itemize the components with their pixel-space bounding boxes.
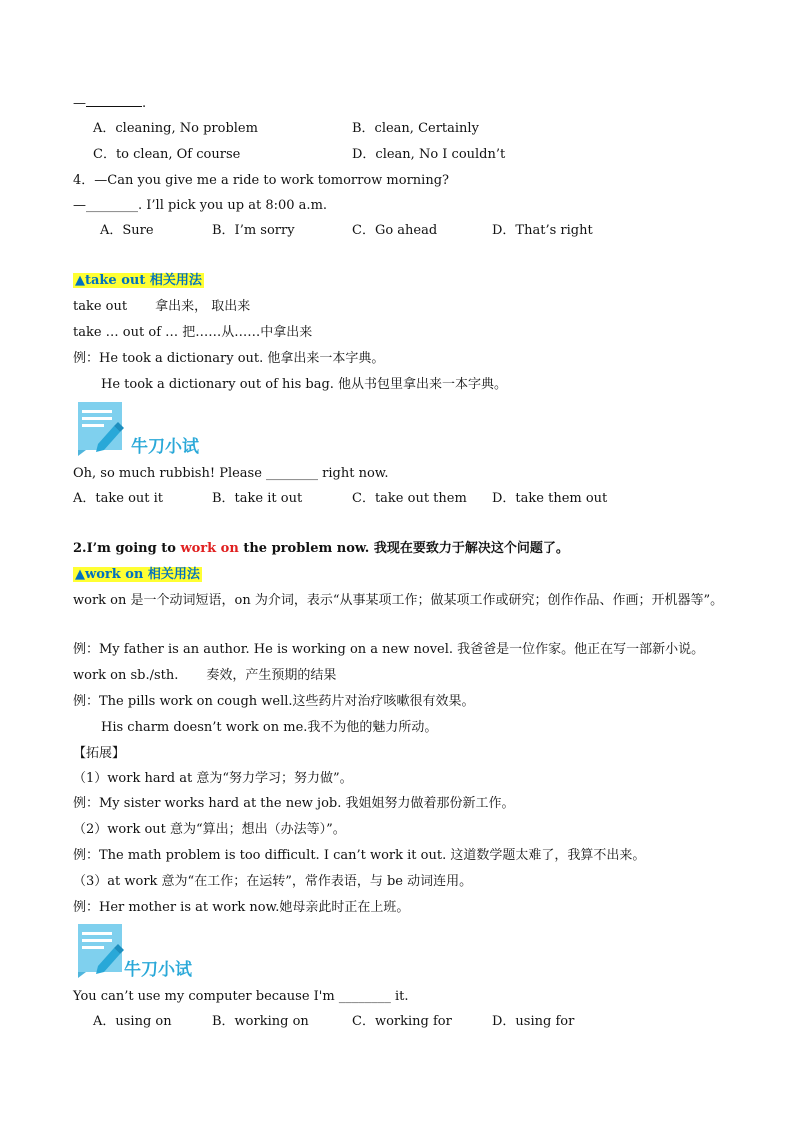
q3-option-d[interactable]: D．clean, No I couldn’t [352, 147, 506, 162]
practice2-option-a[interactable]: A．using on [93, 1014, 172, 1029]
expand-item3: （3）at work 意为“在工作；在运转”，常作表语，与 be 动词连用。 [73, 874, 473, 889]
q3-answer-line [73, 94, 146, 112]
workon-description: work on 是一个动词短语，on 为介词，表示“从事某项工作；做某项工作或研究；创作作品、作画；开机器等”。 [73, 593, 724, 608]
practice2-badge [76, 922, 128, 982]
expand-item1-example: 例：My sister works hard at the new job. 我姐姐努力做着那份新工作。 [73, 796, 515, 811]
q3-answer-prefix: — [73, 96, 86, 111]
q4-option-a[interactable]: A．Sure [100, 223, 154, 238]
sentence2-post: the problem now. 我现在要致力于解决这个问题了。 [238, 541, 569, 556]
takeout-heading-line [73, 272, 204, 290]
takeout-line1-en: take out [73, 299, 128, 314]
q3-answer-suffix: . [142, 96, 147, 111]
practice2-question: You can’t use my computer because I'm ________ it. [73, 989, 409, 1004]
practice1-option-d[interactable]: D．take them out [492, 491, 608, 506]
q4-answer-line: —________. I’ll pick you up at 8:00 a.m. [73, 198, 328, 213]
q3-blank [86, 94, 142, 107]
takeout-example2: He took a dictionary out of his bag. 他从书包里拿出来一本字典。 [101, 377, 508, 392]
takeout-heading: ▲take out 相关用法 [75, 273, 202, 288]
workon-heading: ▲work on 相关用法 [75, 567, 200, 582]
practice1-badge [76, 400, 128, 460]
practice1-question: Oh, so much rubbish! Please ________ right now. [73, 466, 389, 481]
practice1-option-a[interactable]: A．take out it [73, 491, 164, 506]
q3-option-a[interactable]: A．cleaning, No problem [93, 121, 258, 136]
sentence2-highlight: work on [180, 541, 239, 556]
workon-line2 [73, 667, 336, 685]
q4-option-c[interactable]: C．Go ahead [352, 223, 438, 238]
q4-option-d[interactable]: D．That’s right [492, 223, 593, 238]
workon-example3: His charm doesn’t work on me.我不为他的魅力所动。 [101, 720, 438, 735]
practice2-option-d[interactable]: D．using for [492, 1014, 575, 1029]
expand-item3-example: 例：Her mother is at work now.她母亲此时正在上班。 [73, 900, 410, 915]
takeout-line1-cn: 拿出来， 取出来 [155, 299, 251, 314]
practice2-badge-title: 牛刀小试 [124, 960, 192, 980]
practice2-option-c[interactable]: C．working for [352, 1014, 452, 1029]
takeout-example1: 例：He took a dictionary out. 他拿出来一本字典。 [73, 351, 385, 366]
q3-option-c[interactable]: C．to clean, Of course [93, 147, 241, 162]
q3-option-b[interactable]: B．clean, Certainly [352, 121, 479, 136]
sentence2-pre: 2.I’m going to [73, 541, 181, 556]
workon-example1: 例：My father is an author. He is working on a new novel. 我爸爸是一位作家。他正在写一部新小说。 [73, 642, 705, 657]
practice1-option-b[interactable]: B．take it out [212, 491, 303, 506]
practice2-option-b[interactable]: B．working on [212, 1014, 309, 1029]
practice1-badge-title: 牛刀小试 [131, 437, 199, 457]
practice1-option-c[interactable]: C．take out them [352, 491, 467, 506]
expand-heading: 【拓展】 [73, 746, 126, 761]
workon-line2-en: work on sb./sth. [73, 668, 179, 683]
takeout-line1 [73, 298, 250, 316]
workon-heading-line [73, 566, 202, 584]
workon-example2: 例：The pills work on cough well.这些药片对治疗咳嗽很有效果。 [73, 694, 475, 709]
expand-item2: （2）work out 意为“算出；想出（办法等）”。 [73, 822, 346, 837]
workon-line2-cn: 奏效，产生预期的结果 [206, 668, 337, 683]
notepad-pencil-icon [76, 922, 128, 978]
q4-question: 4．—Can you give me a ride to work tomorrow morning? [73, 173, 449, 188]
sentence2 [73, 540, 569, 558]
q4-option-b[interactable]: B．I’m sorry [212, 223, 295, 238]
expand-item1: （1）work hard at 意为“努力学习；努力做”。 [73, 771, 353, 786]
expand-item2-example: 例：The math problem is too difficult. I can’t work it out. 这道数学题太难了，我算不出来。 [73, 848, 646, 863]
takeout-line2: take … out of … 把……从……中拿出来 [73, 325, 313, 340]
notepad-pencil-icon [76, 400, 128, 456]
